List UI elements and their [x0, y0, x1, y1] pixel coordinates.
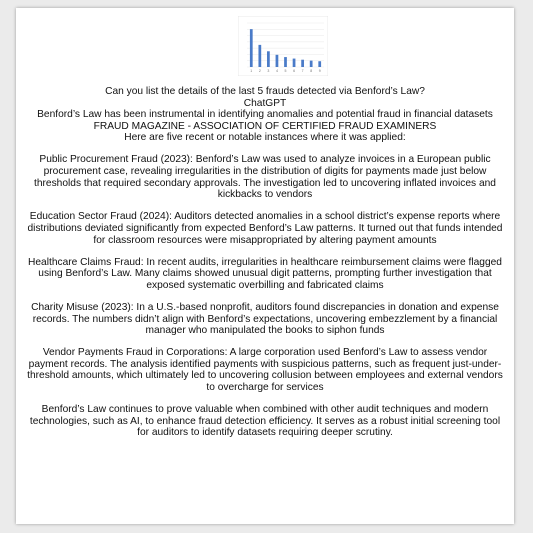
- chart-tick-label: 6: [293, 69, 296, 73]
- responder-label: ChatGPT: [243, 97, 287, 109]
- case-paragraph: Vendor Payments Fraud in Corporations: A large corporation used Benford’s Law to assess vendor payment records. The analysis identified payments with suspicious patterns, such as frequent just-under-threshold amounts, which ultimately led to uncovering collusion between employees and external vendors to overcharge for services: [27, 347, 503, 393]
- poster: [16, 8, 514, 524]
- intro-text: Benford’s Law has been instrumental in identifying anomalies and potential fraud in financial datasets: [37, 109, 493, 121]
- chart-tick-label: 5: [284, 69, 287, 73]
- chart-bar: [276, 55, 279, 67]
- chart-bar: [310, 61, 313, 67]
- question-text: Can you list the details of the last 5 frauds detected via Benford’s Law?: [105, 86, 425, 97]
- case-paragraph: Charity Misuse (2023): In a U.S.-based nonprofit, auditors found discrepancies in donation and expense records. The numbers didn’t align with Benford’s expectations, uncovering embezzlement by a financial manager who manipulated the books to siphon funds: [31, 301, 499, 337]
- case-paragraph: Public Procurement Fraud (2023): Benford’s Law was used to analyze invoices in a European public procurement case, revealing irregularities in the distribution of digits for payments made just below thresholds that required secondary approvals. The investigation led to uncovering inflated invoices and kickbacks to vendors: [34, 154, 496, 201]
- chart-bar: [267, 51, 270, 67]
- case-paragraph: Education Sector Fraud (2024): Auditors detected anomalies in a school district’s expense reports where distributions deviated significantly from expected Benford’s Law patterns. It turned out that funds intended for classroom resources were misappropriated by altering payment amounts: [27, 211, 503, 246]
- lead-text: Here are five recent or notable instances where it was applied:: [124, 132, 406, 144]
- chart-bar: [301, 60, 304, 67]
- chart-bar: [250, 29, 253, 67]
- chart-bar: [293, 59, 296, 67]
- article-body: [24, 86, 506, 439]
- chart-tick-label: 3: [267, 69, 270, 73]
- conclusion-text: Benford’s Law continues to prove valuable when combined with other audit techniques and modern technologies, such as AI, to enhance fraud detection efficiency. It serves as a robust initial screening tool for auditors to identify datasets requiring deeper scrutiny.: [29, 404, 501, 439]
- chart-tick-label: 7: [301, 69, 304, 73]
- case-paragraph: Healthcare Claims Fraud: In recent audits, irregularities in healthcare reimbursement claims were flagged using Benford’s Law. Many claims showed unusual digit patterns, prompting further investigation that exposed systematic overbilling and fabricated claims: [28, 256, 502, 291]
- benford-chart-svg: [238, 16, 328, 76]
- source-line: FRAUD MAGAZINE - ASSOCIATION OF CERTIFIED FRAUD EXAMINERS: [93, 120, 437, 132]
- chart-tick-label: 1: [250, 69, 253, 73]
- chart-tick-label: 8: [310, 69, 313, 73]
- chart-tick-label: 2: [258, 69, 261, 73]
- chart-bar: [258, 45, 261, 67]
- chart-tick-label: 4: [275, 69, 278, 73]
- benford-chart: [238, 16, 328, 76]
- chart-bar: [284, 57, 287, 67]
- chart-tick-label: 9: [318, 69, 321, 73]
- chart-bar: [318, 61, 321, 67]
